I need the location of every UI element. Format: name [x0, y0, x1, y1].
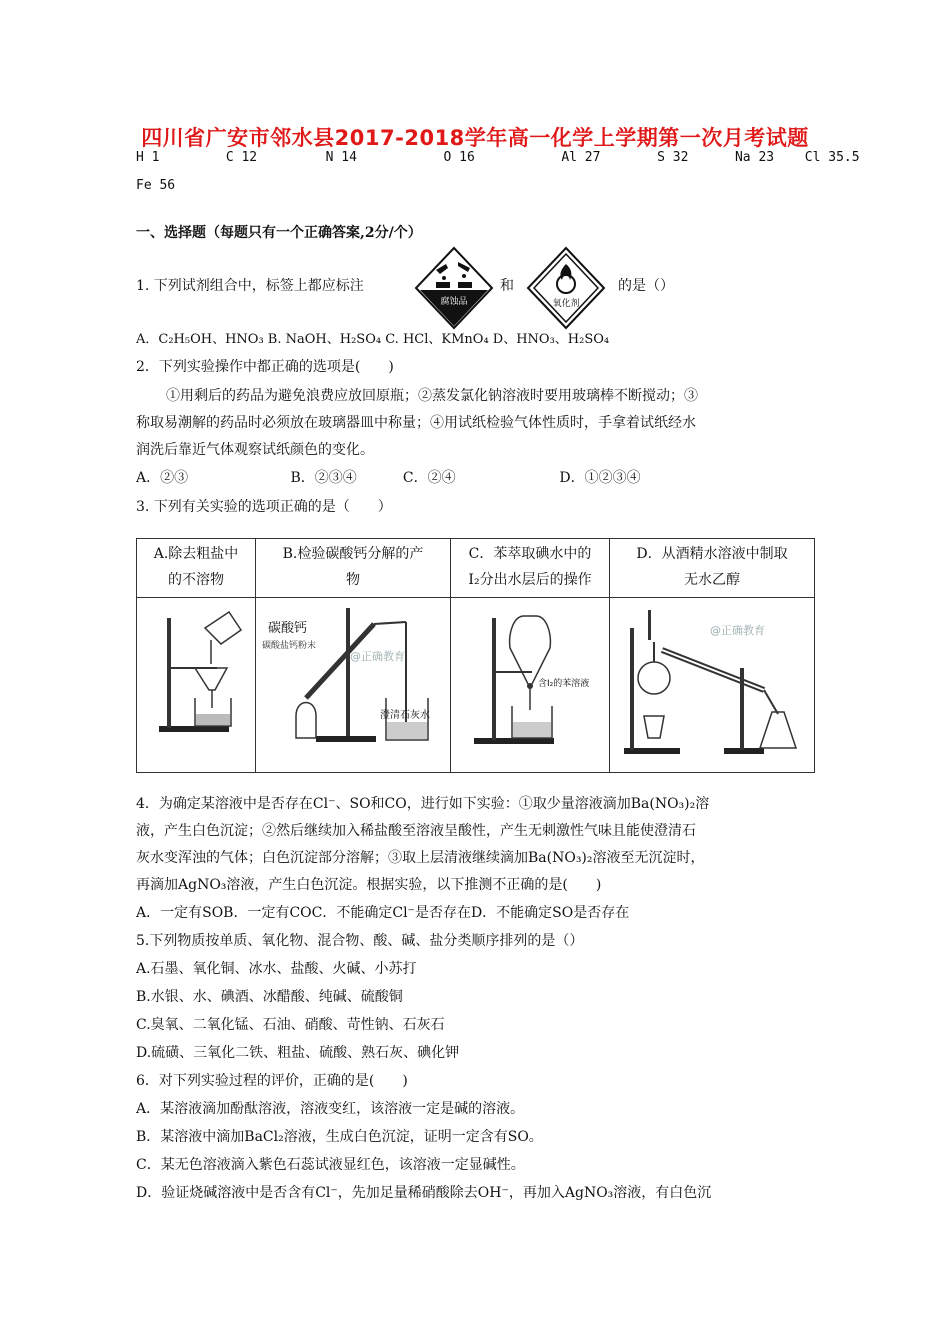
q2-options [136, 467, 641, 487]
q6-option-c: C．某无色溶液滴入紫色石蕊试液显红色，该溶液一定显碱性。 [136, 1157, 525, 1173]
section-heading: 一、选择题（每题只有一个正确答案,2分/个） [136, 225, 422, 241]
q2-text-2: 称取易潮解的药品时必须放在玻璃器皿中称量；④用试纸检验气体性质时，手拿着试纸经水 [136, 415, 696, 431]
q4-options: A．一定有SOB．一定有COC．不能确定Cl⁻是否存在D．不能确定SO是否存在 [136, 905, 630, 921]
q3-figure-b [256, 598, 451, 773]
oxidizer-hazard-icon [526, 246, 606, 334]
q3-figure-c [451, 598, 610, 773]
q2-option-a: A．②③ [136, 470, 189, 486]
q3-figure-a [137, 598, 256, 773]
q1-options: A．C₂H₅OH、HNO₃ B. NaOH、H₂SO₄ C. HCl、KMnO₄ D、HNO₃、H₂SO₄ [136, 332, 610, 347]
q4-line-4: 再滴加AgNO₃溶液，产生白色沉淀。根据实验，以下推测不正确的是( ) [136, 877, 602, 893]
mass-c: C 12 [225, 150, 258, 165]
fig-d-watermark: @正确教育 [710, 624, 765, 637]
mass-s: S 32 [657, 150, 689, 165]
q5-option-c: C.臭氧、二氧化锰、石油、硝酸、苛性钠、石灰石 [136, 1017, 445, 1033]
q1-stem-c: 的是（） [618, 278, 674, 294]
q2-option-b: B．②③④ [290, 470, 357, 486]
q5-option-d: D.硫磺、三氧化二铁、粗盐、硫酸、熟石灰、碘化钾 [136, 1045, 460, 1061]
q5-stem: 5.下列物质按单质、氧化物、混合物、酸、碱、盐分类顺序排列的是（） [136, 933, 584, 949]
q1-stem-a: 1. 下列试剂组合中，标签上都应标注 [136, 278, 364, 294]
q4-line-1: 4．为确定某溶液中是否存在Cl⁻、SO和CO，进行如下实验：①取少量溶液滴加Ba(NO₃)₂溶 [136, 796, 710, 812]
q2-option-d: D．①②③④ [559, 470, 641, 486]
mass-al: Al 27 [561, 150, 601, 165]
q5-option-a: A.石墨、氧化铜、冰水、盐酸、火碱、小苏打 [136, 961, 417, 977]
q3-header-a: A.除去粗盐中 的不溶物 [137, 539, 256, 598]
q2-text-3: 润洗后靠近气体观察试纸颜色的变化。 [136, 442, 374, 458]
fig-b-label-caco3: 碳酸钙 [268, 621, 308, 636]
mass-na: Na 23 [734, 150, 775, 165]
filtration-apparatus-icon [137, 598, 255, 768]
fig-b-label-powder: 碳酸盐钙粉末 [262, 641, 317, 651]
q5-option-b: B.水银、水、碘酒、冰醋酸、纯碱、硫酸铜 [136, 989, 403, 1005]
q3-header-c: C．苯萃取碘水中的 I₂分出水层后的操作 [451, 539, 610, 598]
mass-o: O 16 [443, 150, 475, 165]
corrosive-hazard-icon [414, 246, 494, 334]
q3-header-b: B.检验碳酸钙分解的产 物 [256, 539, 451, 598]
mass-h: H 1 [136, 150, 160, 165]
fig-c-label: 含I₂的苯溶液 [538, 679, 590, 689]
q3-stem: 3. 下列有关实验的选项正确的是（ ） [136, 499, 392, 515]
atomic-masses-row1 [136, 150, 860, 165]
q6-stem: 6．对下列实验过程的评价，正确的是( ) [136, 1073, 408, 1089]
q4-line-2: 液，产生白色沉淀；②然后继续加入稀盐酸至溶液呈酸性，产生无刺激性气味且能使澄清石 [136, 823, 696, 839]
q2-stem: 2．下列实验操作中都正确的选项是( ) [136, 359, 394, 375]
mass-n: N 14 [325, 150, 357, 165]
q6-option-b: B．某溶液中滴加BaCl₂溶液，生成白色沉淀，证明一定含有SO。 [136, 1129, 543, 1145]
fig-b-label-limewater: 澄清石灰水 [380, 710, 430, 721]
q6-option-a: A．某溶液滴加酚酞溶液，溶液变红，该溶液一定是碱的溶液。 [136, 1101, 525, 1117]
corrosive-label: 腐蚀品 [440, 297, 468, 307]
q3-header-d: D．从酒精水溶液中制取 无水乙醇 [610, 539, 815, 598]
q3-experiment-table [136, 538, 815, 773]
q2-option-c: C．②④ [402, 470, 456, 486]
distillation-apparatus-icon [614, 598, 810, 768]
q6-option-d: D．验证烧碱溶液中是否含有Cl⁻，先加足量稀硝酸除去OH⁻，再加入AgNO₃溶液，有白色沉 [136, 1185, 712, 1201]
atomic-masses-row2: Fe 56 [136, 178, 176, 193]
fig-b-watermark: @正确教育 [350, 650, 405, 663]
q3-figure-d [610, 598, 815, 773]
oxidizer-label: 氧化剂 [552, 299, 580, 309]
q4-line-3: 灰水变浑浊的气体；白色沉淀部分溶解；③取上层清液继续滴加Ba(NO₃)₂溶液至无沉淀时， [136, 850, 705, 866]
separatory-funnel-icon [452, 598, 608, 768]
q2-text-1: ①用剩后的药品为避免浪费应放回原瓶；②蒸发氯化钠溶液时要用玻璃棒不断搅动；③ [166, 388, 698, 404]
q1-stem [136, 275, 364, 295]
mass-cl: Cl 35.5 [804, 150, 860, 165]
decomposition-apparatus-icon [256, 598, 448, 768]
q1-stem-b: 和 [500, 278, 514, 294]
page-title: 四川省广安市邻水县2017-2018学年高一化学上学期第一次月考试题 [141, 126, 809, 150]
